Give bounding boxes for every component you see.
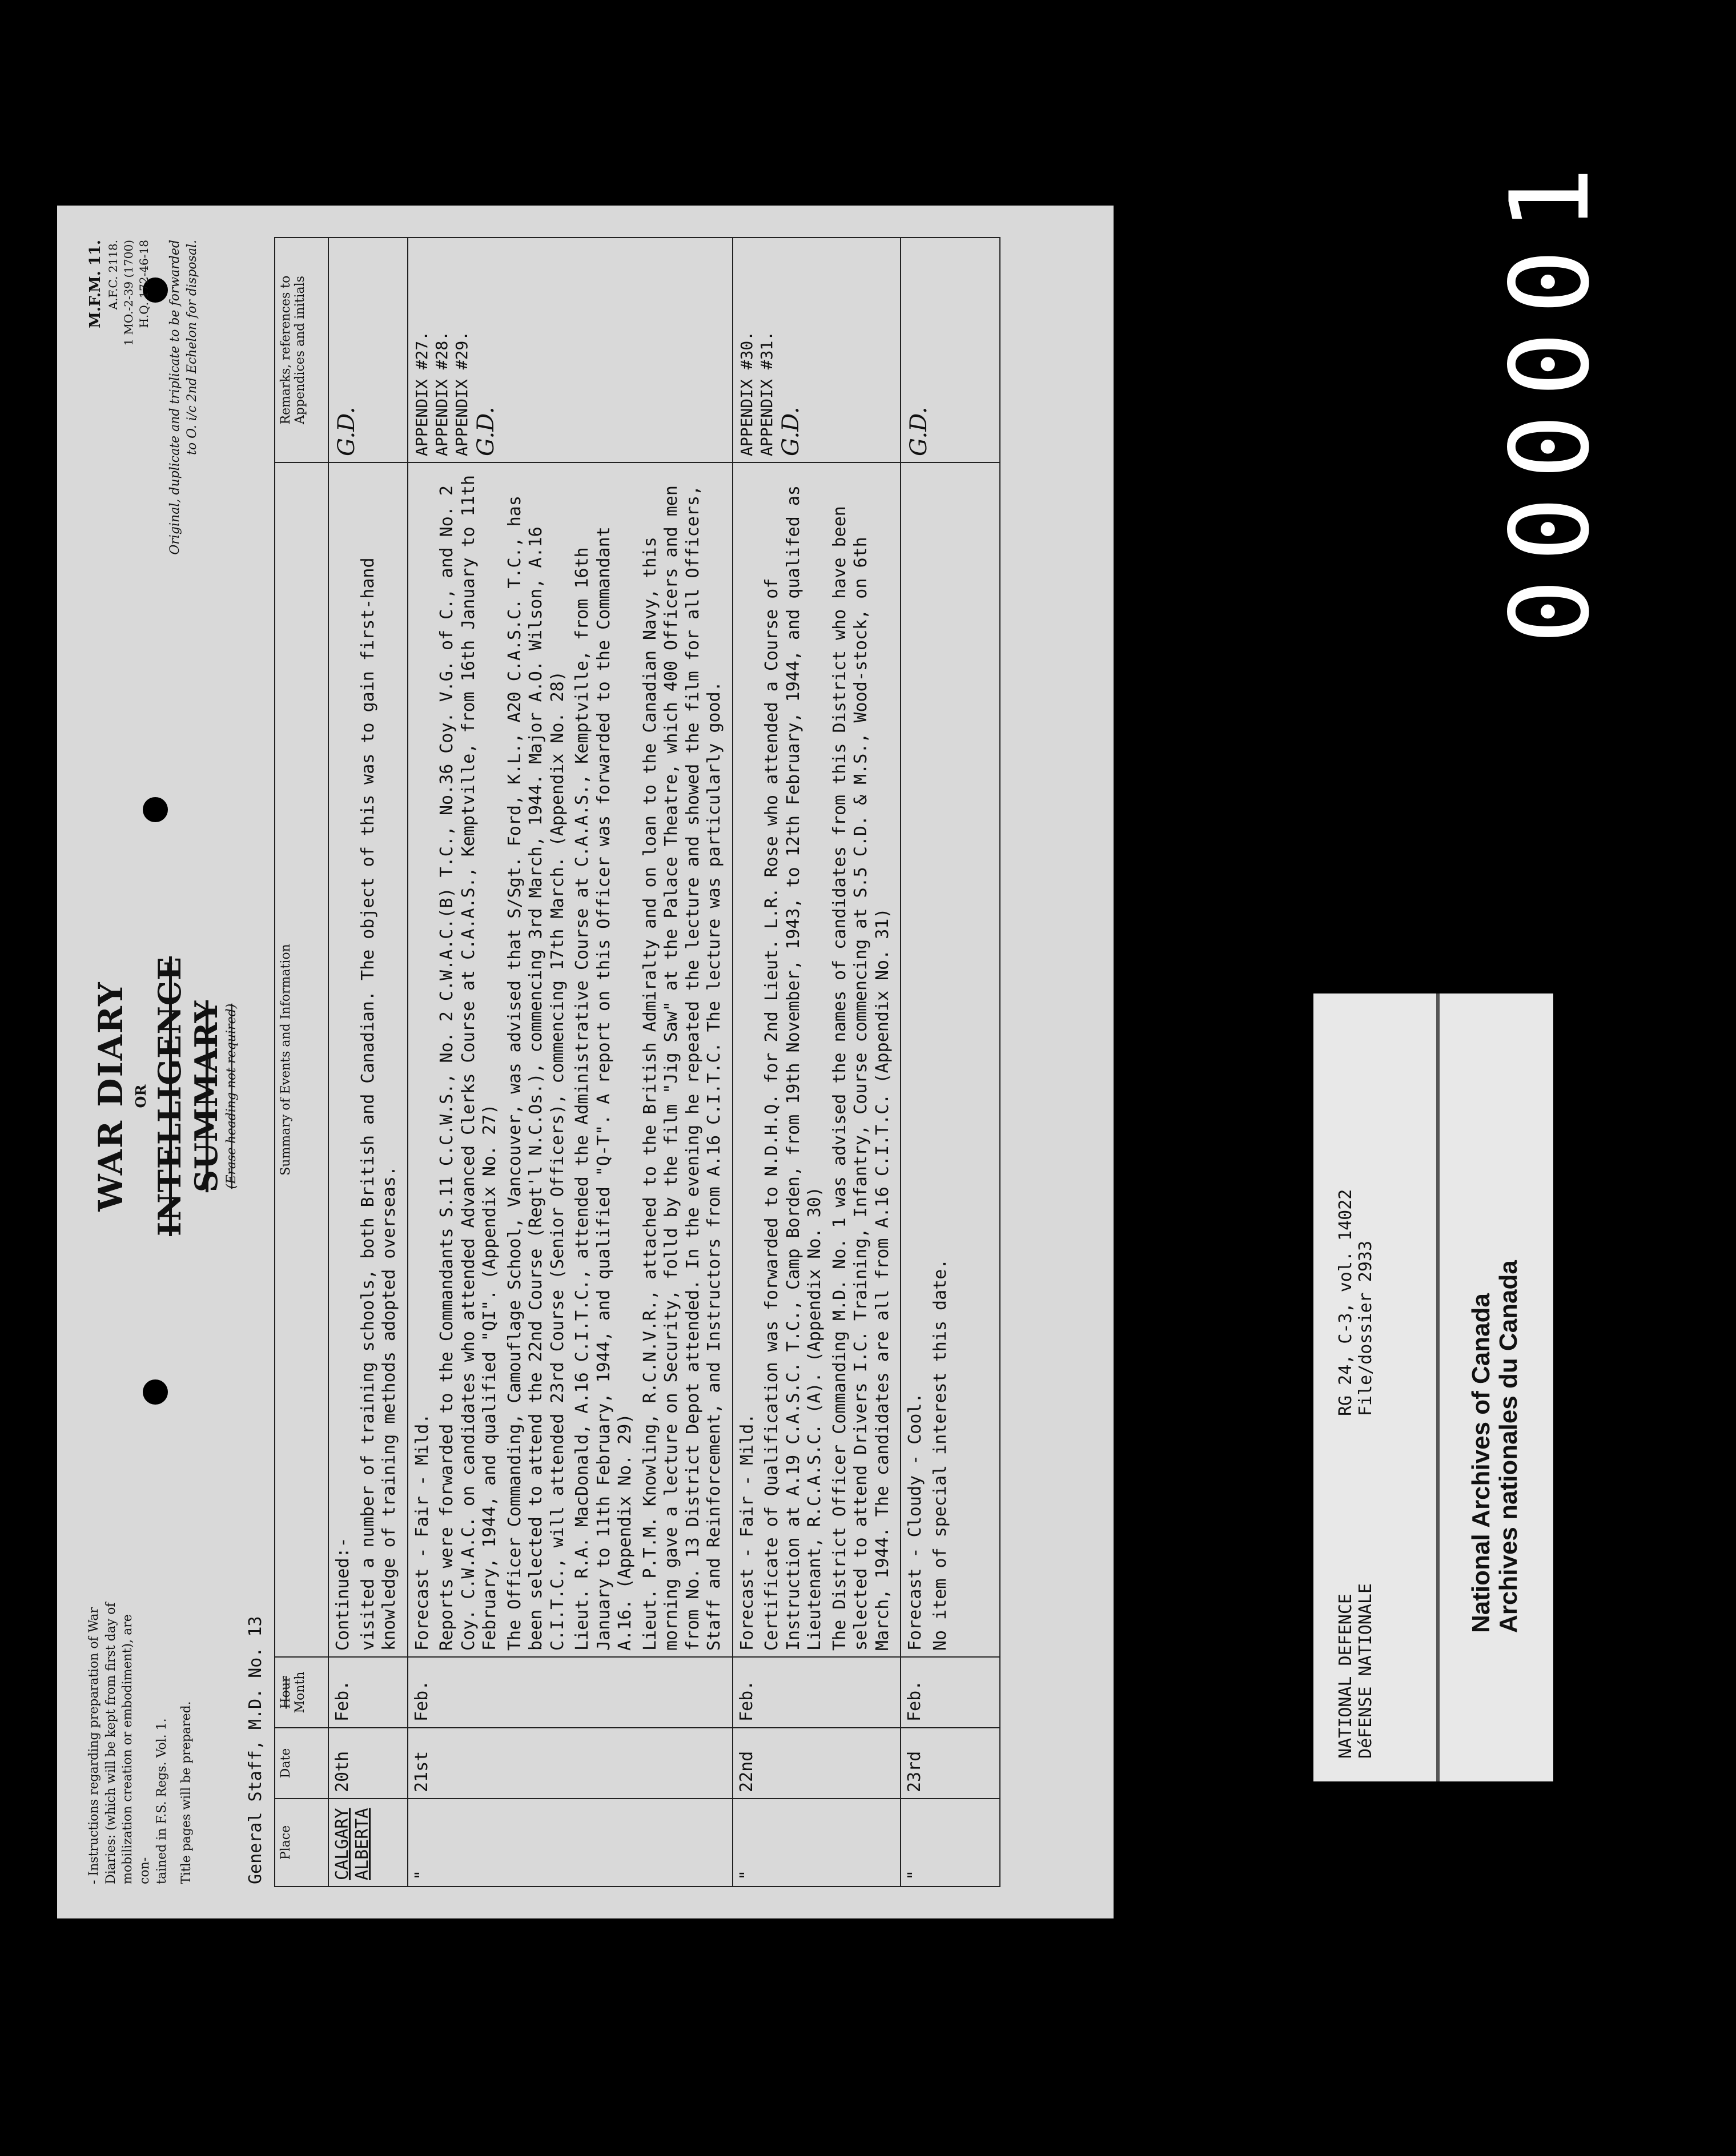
entry-place: " — [408, 1799, 733, 1886]
page-title: WAR DIARY — [91, 981, 130, 1212]
form-ref: 1 MO.-2-39 (1700) — [122, 240, 136, 346]
appendix-refs: APPENDIX #30. APPENDIX #31. — [737, 331, 776, 456]
forward-note: Original, duplicate and triplicate to be forwarded to O. i/c 2nd Echelon for disposal. — [168, 240, 199, 555]
table-row — [408, 238, 733, 1886]
subtitle-note: (Erase heading not required) — [224, 1003, 239, 1189]
entry-summary — [328, 462, 408, 1657]
entry-remarks — [408, 238, 733, 462]
archive-label-card — [1313, 993, 1553, 1781]
appendix-refs: APPENDIX #27. APPENDIX #28. APPENDIX #29. — [412, 331, 471, 456]
archive-name-line: National Archives of Canada — [1467, 1293, 1495, 1633]
col-header-summary: Summary of Events and Information — [275, 462, 328, 1657]
summary-paragraph: No item of special interest this date. — [930, 1258, 950, 1651]
instructions-line: tained in F.S. Regs. Vol. 1. — [154, 1718, 169, 1884]
entry-month: Feb. — [733, 1657, 901, 1728]
col-header-place: Place — [275, 1799, 328, 1886]
instructions-line: Diaries: (which will be kept from first day of — [103, 1602, 118, 1884]
reference-line: File/dossier 2933 — [1355, 1240, 1376, 1416]
diary-table — [274, 237, 1000, 1887]
department-label — [1336, 1583, 1376, 1759]
instructions-line: mobilization creation or embodiment), are con- — [120, 1614, 152, 1884]
entry-date: 21st — [408, 1728, 733, 1799]
initials-signature: G.D. — [777, 407, 804, 456]
reference-line: RG 24, C-3, vol. 14022 — [1336, 1189, 1356, 1416]
entry-month: Feb. — [408, 1657, 733, 1728]
punch-hole — [143, 1379, 168, 1405]
summary-paragraph: Lieut. P.T.M. Knowling, R.C.N.V.R., attached to the British Admiralty and on loan to the Canadian Navy, this morning gave a lecture on Security, folld by the film "Jig Saw" at the Palace Theatre, which 400 Officers and men from No. 13 District Depot attended. In the evening he repeated the lecture and showed the film for all Officers, Staff and Reinforcement, and Instructors from A.16 C.I.T.C. The lecture was particularly good. — [640, 485, 724, 1651]
form-ref: H.Q. 172-46-18 — [137, 240, 151, 328]
summary-paragraph: Certificate of Qualification was forwarded to N.D.H.Q. for 2nd Lieut. L.R. Rose who attended a Course of Instruction at A.19 C.A.S.C. T.C., Camp Borden, from 19th November, 1943, to 12th February, 1944, and qualifed as Lieutenant, R.C.A.S.C. (A). (Appendix No. 30) — [762, 485, 825, 1651]
summary-paragraph: Lieut. R.A. MacDonald, A.16 C.I.T.C., attended the Administrative Course at C.A.A.S., Kemptville, from 16th January to 11th February, 1944, and qualified "Q-T". A report on this Officer was forwarded to the Commandant A.16. (Appendix No. 29) — [572, 526, 635, 1651]
archive-name-line: Archives nationales du Canada — [1494, 1260, 1523, 1633]
table-row — [733, 238, 901, 1886]
col-header-month — [275, 1657, 328, 1728]
entry-remarks — [328, 238, 408, 462]
department-line: NATIONAL DEFENCE — [1336, 1594, 1356, 1759]
page-title-block — [91, 868, 239, 1325]
entry-month: Feb. — [901, 1657, 1000, 1728]
entry-summary — [408, 462, 733, 1657]
table-header-row — [275, 238, 328, 1886]
form-codes — [86, 240, 200, 560]
record-group-ref — [1336, 1189, 1376, 1416]
frame-number: 000001 — [1487, 149, 1613, 645]
summary-paragraph: The Officer Commanding, Camouflage School, Vancouver, was advised that S/Sgt. Ford, K.L., A20 C.A.S.C. T.C., has been selected to attend the 22nd Course (Regt'l N.C.Os.), commencing 3rd March, 1944. Major A.O. Wilson, A.16 C.I.T.C., will attended 23rd Course (Senior Officers), commencing 17th March. (Appendix No. 28) — [504, 496, 568, 1651]
summary-paragraph: visited a number of training schools, both British and Canadian. The object of this was to gain first-hand knowledge of training methods adopted overseas. — [357, 557, 399, 1651]
entry-remarks — [733, 238, 901, 462]
war-diary-page — [57, 206, 1114, 1918]
entry-summary — [733, 462, 901, 1657]
punch-hole — [143, 797, 168, 822]
entry-place: " — [901, 1799, 1000, 1886]
summary-paragraph: Forecast - Fair - Mild. — [412, 1413, 432, 1651]
initials-signature: G.D. — [472, 407, 499, 456]
entry-place: " — [733, 1799, 901, 1886]
form-code: M.F.M. 11. — [87, 240, 104, 328]
entry-month: Feb. — [328, 1657, 408, 1728]
archive-name — [1468, 1260, 1523, 1633]
table-row — [901, 238, 1000, 1886]
summary-paragraph: The District Officer Commanding M.D. No. 1 was advised the names of candidates from this District who have been selected to attend Drivers I.C. Training, Infantry, Course commencing at S.5 C.D. & M.S., Wood-stock, on 6th March, 1944. The candidates are all from A.16 C.I.T.C. (Appendix No. 31) — [829, 506, 893, 1651]
frame-number-strip — [1485, 114, 1616, 679]
initials-signature: G.D. — [333, 407, 360, 456]
summary-paragraph: Continued:- — [333, 1537, 353, 1651]
entry-date: 23rd — [901, 1728, 1000, 1799]
entry-date: 20th — [328, 1728, 408, 1799]
initials-signature: G.D. — [906, 407, 932, 456]
archive-label — [1313, 993, 1553, 1781]
instructions-line: - Instructions regarding preparation of War — [87, 1607, 101, 1884]
instructions-line: Title pages will be prepared. — [179, 1701, 194, 1884]
entry-summary — [901, 462, 1000, 1657]
label-divider — [1436, 993, 1440, 1781]
form-ref: A.F.C. 2118. — [106, 240, 120, 310]
entry-place: CALGARY ALBERTA — [328, 1799, 408, 1886]
instructions-note — [86, 1587, 195, 1884]
summary-paragraph: Forecast - Fair - Mild. — [737, 1413, 757, 1651]
entry-remarks — [901, 238, 1000, 462]
page-subtitle: INTELLIGENCE SUMMARY — [151, 956, 224, 1236]
title-or: OR — [132, 1084, 149, 1108]
summary-paragraph: Reports were forwarded to the Commandants S.11 C.C.W.S., No. 2 C.W.A.C.(B) T.C., No.36 Coy. V.G. of C., and No. 2 Coy. C.W.A.C. on candidates who attended Advanced Clerks Course at C.A.A.S., Kemptville, from 16th January to 11th February, 1944, and qualified "QI". (Appendix No. 27) — [437, 474, 500, 1651]
table-row — [328, 238, 408, 1886]
unit-name: General Staff, M.D. No. 13 — [246, 1616, 266, 1884]
department-line: DéFENSE NATIONALE — [1355, 1583, 1376, 1759]
war-diary-sheet — [57, 206, 1114, 1918]
col-header-remarks: Remarks, references to Appendices and initials — [275, 238, 328, 462]
entry-date: 22nd — [733, 1728, 901, 1799]
col-header-month-label: Month — [293, 1671, 307, 1713]
summary-paragraph: Forecast - Cloudy - Cool. — [905, 1393, 925, 1651]
col-header-date: Date — [275, 1728, 328, 1799]
col-header-hour-struck: Hour — [279, 1676, 293, 1709]
